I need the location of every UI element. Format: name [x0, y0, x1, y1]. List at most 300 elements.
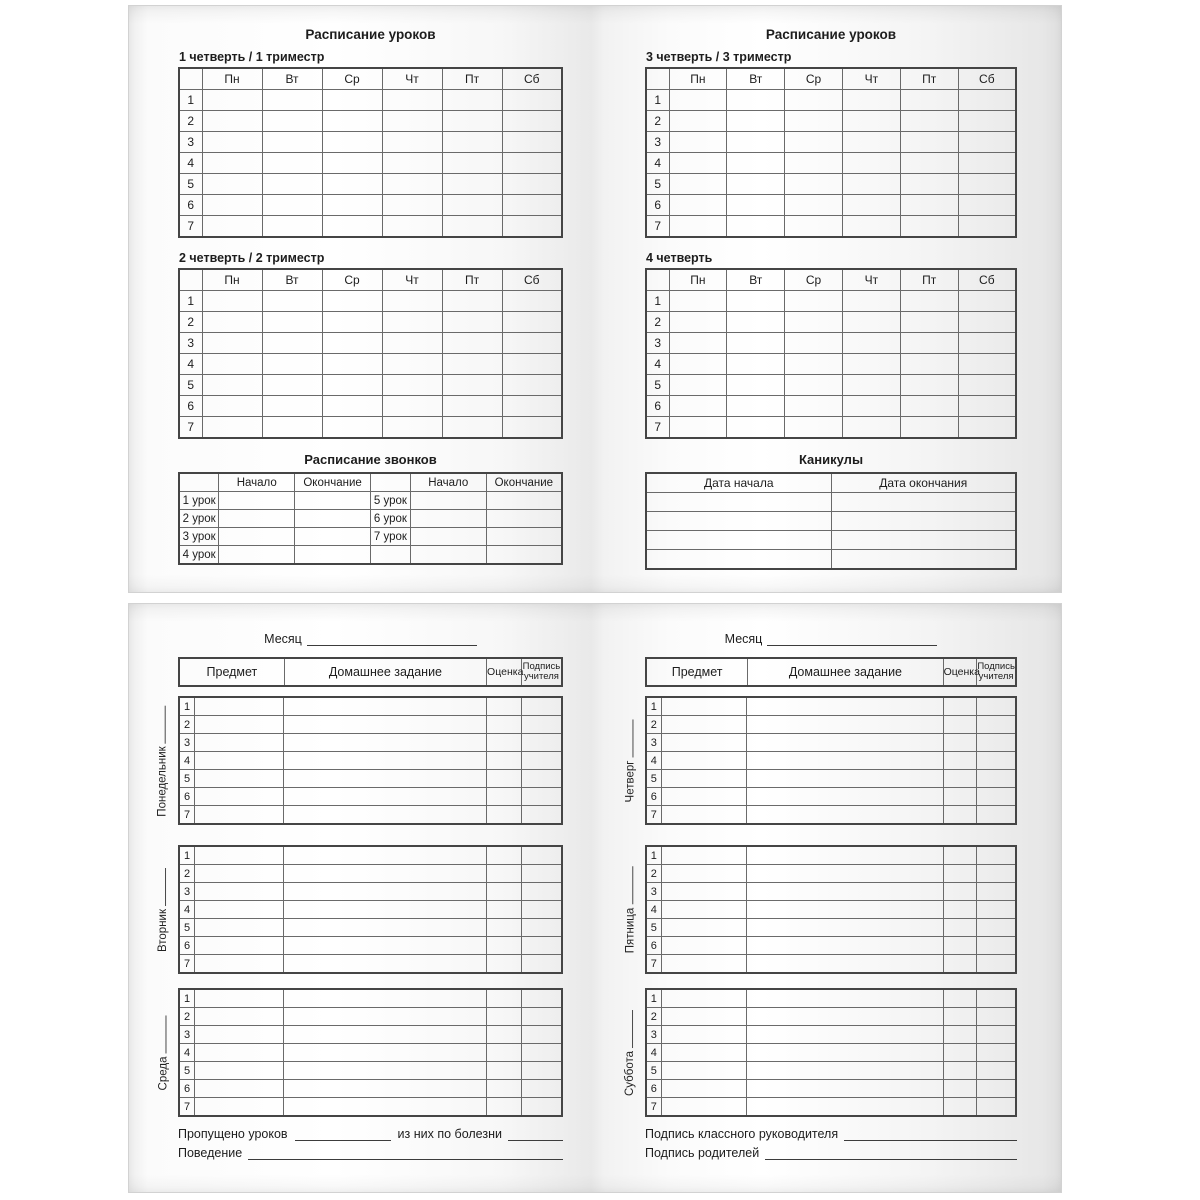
empty-homework-cell: [283, 919, 486, 937]
empty-homework-cell: [747, 1008, 943, 1026]
missed-lessons-blank-line: [295, 1129, 391, 1141]
empty-subject-cell: [195, 697, 283, 716]
empty-subject-cell: [661, 1098, 746, 1117]
empty-signature-cell: [977, 846, 1016, 865]
empty-schedule-cell: [669, 354, 727, 375]
lesson-number-cell: 2: [646, 111, 669, 132]
empty-schedule-cell: [322, 354, 382, 375]
page-homework-mon-wed: [129, 604, 595, 1192]
empty-homework-cell: [747, 937, 943, 955]
empty-schedule-cell: [202, 312, 262, 333]
empty-grade-cell: [943, 1026, 977, 1044]
empty-schedule-cell: [442, 375, 502, 396]
empty-signature-cell: [521, 865, 562, 883]
lesson-number-cell: 7: [646, 417, 669, 439]
lesson-number-cell: 4: [179, 1044, 195, 1062]
empty-schedule-cell: [262, 132, 322, 153]
subject-column-header: Предмет: [179, 658, 284, 686]
empty-grade-cell: [943, 1098, 977, 1117]
empty-vacation-cell: [646, 493, 831, 512]
empty-schedule-cell: [900, 216, 958, 238]
bell-row-label: 4 урок: [179, 546, 219, 565]
empty-schedule-cell: [900, 417, 958, 439]
empty-schedule-cell: [785, 417, 843, 439]
empty-schedule-cell: [669, 195, 727, 216]
empty-schedule-cell: [322, 132, 382, 153]
empty-schedule-cell: [842, 195, 900, 216]
empty-subject-cell: [195, 788, 283, 806]
lesson-number-cell: 6: [646, 788, 661, 806]
bells-title: Расписание звонков: [304, 452, 437, 467]
empty-bell-cell: [219, 528, 295, 546]
empty-subject-cell: [661, 901, 746, 919]
empty-grade-cell: [487, 955, 522, 974]
empty-schedule-cell: [322, 153, 382, 174]
empty-homework-cell: [747, 1098, 943, 1117]
empty-schedule-cell: [958, 312, 1016, 333]
day-column-header: Пт: [442, 269, 502, 291]
empty-homework-cell: [283, 865, 486, 883]
corner-cell: [179, 473, 219, 492]
empty-subject-cell: [661, 806, 746, 825]
empty-schedule-cell: [900, 90, 958, 111]
empty-homework-cell: [747, 770, 943, 788]
empty-schedule-cell: [727, 111, 785, 132]
lesson-number-cell: 7: [179, 417, 202, 439]
homework-header-table: [645, 657, 1017, 687]
day-blank-line: [162, 705, 166, 743]
teacher-signature-column-header: Подпись учителя: [521, 658, 562, 686]
empty-grade-cell: [943, 1044, 977, 1062]
empty-schedule-cell: [382, 174, 442, 195]
lesson-number-cell: 7: [179, 1098, 195, 1117]
empty-schedule-cell: [842, 153, 900, 174]
corner-cell: [370, 473, 410, 492]
empty-grade-cell: [487, 697, 522, 716]
empty-schedule-cell: [842, 312, 900, 333]
empty-subject-cell: [195, 806, 283, 825]
day-column-header: Ср: [785, 269, 843, 291]
empty-homework-cell: [283, 1044, 486, 1062]
lesson-number-cell: 6: [646, 1080, 661, 1098]
empty-grade-cell: [487, 1026, 522, 1044]
empty-schedule-cell: [262, 396, 322, 417]
diary-spread-bottom: [128, 603, 1062, 1193]
empty-homework-cell: [747, 865, 943, 883]
empty-grade-cell: [487, 752, 522, 770]
empty-homework-cell: [283, 752, 486, 770]
empty-grade-cell: [487, 734, 522, 752]
empty-homework-cell: [747, 1080, 943, 1098]
empty-schedule-cell: [727, 132, 785, 153]
subject-column-header: Предмет: [646, 658, 748, 686]
empty-schedule-cell: [900, 396, 958, 417]
vacations-table: [645, 472, 1017, 570]
bell-end-header: Окончание: [486, 473, 562, 492]
day-column-header: Ср: [322, 269, 382, 291]
empty-signature-cell: [977, 752, 1016, 770]
lesson-number-cell: 3: [646, 333, 669, 354]
empty-schedule-cell: [842, 354, 900, 375]
empty-homework-cell: [747, 846, 943, 865]
empty-subject-cell: [195, 1044, 283, 1062]
empty-schedule-cell: [442, 354, 502, 375]
lesson-number-cell: 6: [179, 396, 202, 417]
empty-schedule-cell: [262, 174, 322, 195]
empty-schedule-cell: [727, 174, 785, 195]
empty-grade-cell: [487, 1044, 522, 1062]
day-name-vertical: [157, 1015, 169, 1090]
empty-signature-cell: [977, 901, 1016, 919]
day-blank-line: [629, 719, 633, 757]
lesson-number-cell: 3: [646, 1026, 661, 1044]
empty-signature-cell: [977, 806, 1016, 825]
empty-schedule-cell: [502, 132, 562, 153]
empty-homework-cell: [283, 716, 486, 734]
empty-subject-cell: [195, 955, 283, 974]
empty-schedule-cell: [202, 174, 262, 195]
empty-grade-cell: [943, 752, 977, 770]
empty-schedule-cell: [958, 195, 1016, 216]
day-blank-line: [162, 1015, 166, 1053]
empty-bell-cell: [219, 492, 295, 510]
empty-subject-cell: [195, 865, 283, 883]
day-column-header: Сб: [958, 269, 1016, 291]
empty-schedule-cell: [442, 312, 502, 333]
empty-schedule-cell: [202, 195, 262, 216]
empty-signature-cell: [977, 919, 1016, 937]
empty-schedule-cell: [262, 354, 322, 375]
day-name: Суббота: [624, 1050, 637, 1096]
empty-grade-cell: [943, 1062, 977, 1080]
empty-signature-cell: [521, 1044, 562, 1062]
empty-homework-cell: [283, 846, 486, 865]
bell-row-label: 6 урок: [370, 510, 410, 528]
empty-schedule-cell: [502, 396, 562, 417]
vacations-title: Каникулы: [798, 452, 864, 467]
empty-schedule-cell: [262, 312, 322, 333]
empty-grade-cell: [943, 806, 977, 825]
vacation-end-header: Дата окончания: [831, 473, 1016, 493]
lesson-number-cell: 4: [646, 752, 661, 770]
empty-schedule-cell: [322, 333, 382, 354]
page-schedule-quarters-3-4: [595, 6, 1061, 592]
day-block-wednesday: [157, 988, 563, 1117]
lesson-number-cell: 5: [179, 770, 195, 788]
day-label-thursday: [615, 696, 645, 825]
day-column-header: Чт: [842, 68, 900, 90]
bell-start-header: Начало: [219, 473, 295, 492]
lesson-number-cell: 2: [646, 1008, 661, 1026]
empty-signature-cell: [521, 919, 562, 937]
lesson-number-cell: 1: [179, 291, 202, 312]
month-label: Месяц: [724, 632, 763, 646]
empty-homework-cell: [283, 770, 486, 788]
empty-schedule-cell: [669, 216, 727, 238]
empty-schedule-cell: [669, 291, 727, 312]
corner-cell: [646, 269, 669, 291]
day-homework-table-saturday: [645, 988, 1017, 1117]
empty-signature-cell: [977, 1026, 1016, 1044]
day-block-thursday: [624, 696, 1017, 825]
empty-subject-cell: [661, 1080, 746, 1098]
lesson-number-cell: 1: [646, 90, 669, 111]
missed-lessons-label: Пропущено уроков: [178, 1126, 288, 1141]
day-homework-table-monday: [178, 696, 563, 825]
empty-schedule-cell: [842, 333, 900, 354]
empty-subject-cell: [661, 1026, 746, 1044]
empty-subject-cell: [661, 697, 746, 716]
homework-column-header: Домашнее задание: [748, 658, 943, 686]
lesson-number-cell: 1: [179, 846, 195, 865]
empty-subject-cell: [195, 1008, 283, 1026]
empty-schedule-cell: [322, 174, 382, 195]
month-label: Месяц: [264, 632, 302, 646]
empty-homework-cell: [283, 989, 486, 1008]
empty-schedule-cell: [382, 132, 442, 153]
empty-signature-cell: [521, 788, 562, 806]
empty-grade-cell: [943, 901, 977, 919]
bell-row-label: 3 урок: [179, 528, 219, 546]
day-column-header: Пт: [900, 269, 958, 291]
lesson-number-cell: 6: [179, 1080, 195, 1098]
missed-lessons-row: [178, 1126, 563, 1141]
empty-schedule-cell: [900, 333, 958, 354]
empty-schedule-cell: [202, 216, 262, 238]
empty-homework-cell: [747, 989, 943, 1008]
empty-schedule-cell: [442, 111, 502, 132]
empty-signature-cell: [521, 955, 562, 974]
empty-bell-cell: [486, 510, 562, 528]
empty-schedule-cell: [202, 375, 262, 396]
empty-subject-cell: [661, 716, 746, 734]
by-illness-label: из них по болезни: [397, 1126, 502, 1141]
day-column-header: Вт: [727, 269, 785, 291]
empty-bell-cell: [410, 546, 486, 565]
empty-signature-cell: [521, 697, 562, 716]
day-column-header: Сб: [958, 68, 1016, 90]
empty-schedule-cell: [202, 90, 262, 111]
empty-signature-cell: [977, 770, 1016, 788]
empty-homework-cell: [747, 1026, 943, 1044]
empty-signature-cell: [977, 865, 1016, 883]
empty-signature-cell: [977, 937, 1016, 955]
empty-schedule-cell: [202, 132, 262, 153]
lesson-number-cell: 2: [179, 865, 195, 883]
empty-homework-cell: [283, 697, 486, 716]
empty-subject-cell: [195, 1080, 283, 1098]
empty-schedule-cell: [502, 375, 562, 396]
lesson-number-cell: 5: [179, 919, 195, 937]
class-teacher-signature-label: Подпись классного руководителя: [645, 1126, 839, 1141]
empty-homework-cell: [283, 883, 486, 901]
day-blank-line: [629, 866, 633, 904]
empty-schedule-cell: [958, 174, 1016, 195]
bell-row-label: 2 урок: [179, 510, 219, 528]
lesson-number-cell: 6: [646, 195, 669, 216]
empty-schedule-cell: [958, 216, 1016, 238]
day-label-saturday: [615, 988, 645, 1117]
empty-grade-cell: [487, 846, 522, 865]
empty-schedule-cell: [669, 333, 727, 354]
lesson-number-cell: 5: [646, 770, 661, 788]
empty-grade-cell: [487, 865, 522, 883]
empty-signature-cell: [977, 1098, 1016, 1117]
empty-schedule-cell: [502, 111, 562, 132]
empty-signature-cell: [977, 955, 1016, 974]
empty-grade-cell: [487, 937, 522, 955]
lesson-number-cell: 3: [646, 734, 661, 752]
day-column-header: Пн: [669, 269, 727, 291]
empty-subject-cell: [661, 770, 746, 788]
day-block-friday: [624, 845, 1017, 974]
empty-schedule-cell: [958, 111, 1016, 132]
page-schedule-quarters-1-2: [129, 6, 595, 592]
empty-schedule-cell: [322, 216, 382, 238]
empty-subject-cell: [661, 865, 746, 883]
empty-schedule-cell: [727, 291, 785, 312]
empty-schedule-cell: [262, 111, 322, 132]
page-title: Расписание уроков: [765, 27, 897, 42]
empty-grade-cell: [487, 989, 522, 1008]
empty-subject-cell: [195, 752, 283, 770]
empty-subject-cell: [195, 846, 283, 865]
empty-vacation-cell: [831, 550, 1016, 570]
empty-schedule-cell: [382, 153, 442, 174]
empty-schedule-cell: [785, 354, 843, 375]
empty-schedule-cell: [502, 90, 562, 111]
lesson-number-cell: 3: [646, 883, 661, 901]
empty-schedule-cell: [669, 90, 727, 111]
lesson-number-cell: 2: [646, 865, 661, 883]
empty-schedule-cell: [202, 153, 262, 174]
day-name-vertical: [624, 1009, 636, 1095]
empty-subject-cell: [661, 734, 746, 752]
empty-schedule-cell: [958, 333, 1016, 354]
empty-schedule-cell: [382, 354, 442, 375]
lesson-number-cell: 2: [646, 716, 661, 734]
empty-schedule-cell: [322, 417, 382, 439]
day-homework-table-friday: [645, 845, 1017, 974]
empty-schedule-cell: [442, 195, 502, 216]
lesson-number-cell: 6: [646, 396, 669, 417]
empty-signature-cell: [521, 770, 562, 788]
diary-spread-top: [128, 5, 1062, 593]
day-label-monday: [148, 696, 178, 825]
day-block-tuesday: [157, 845, 563, 974]
empty-schedule-cell: [842, 417, 900, 439]
empty-schedule-cell: [785, 291, 843, 312]
lesson-number-cell: 1: [179, 697, 195, 716]
empty-homework-cell: [747, 1062, 943, 1080]
empty-subject-cell: [661, 1008, 746, 1026]
empty-schedule-cell: [727, 333, 785, 354]
empty-subject-cell: [661, 937, 746, 955]
page-homework-thu-sat: [595, 604, 1061, 1192]
day-block-monday: [157, 696, 563, 825]
empty-subject-cell: [661, 919, 746, 937]
lesson-number-cell: 2: [179, 716, 195, 734]
empty-homework-cell: [283, 1098, 486, 1117]
empty-subject-cell: [661, 752, 746, 770]
empty-grade-cell: [943, 919, 977, 937]
quarter-3-schedule-table: [645, 67, 1017, 238]
day-column-header: Вт: [727, 68, 785, 90]
empty-signature-cell: [521, 1080, 562, 1098]
bell-row-label: [370, 546, 410, 565]
day-column-header: Пт: [442, 68, 502, 90]
empty-homework-cell: [747, 901, 943, 919]
empty-grade-cell: [487, 1062, 522, 1080]
empty-schedule-cell: [727, 354, 785, 375]
day-column-header: Пн: [669, 68, 727, 90]
day-blank-line: [629, 1009, 633, 1047]
empty-grade-cell: [943, 846, 977, 865]
empty-homework-cell: [747, 752, 943, 770]
empty-subject-cell: [661, 883, 746, 901]
behavior-row: [178, 1145, 563, 1160]
day-column-header: Пн: [202, 269, 262, 291]
empty-signature-cell: [977, 1080, 1016, 1098]
empty-homework-cell: [747, 734, 943, 752]
day-column-header: Чт: [382, 68, 442, 90]
empty-schedule-cell: [442, 333, 502, 354]
day-label-wednesday: [148, 988, 178, 1117]
empty-schedule-cell: [262, 291, 322, 312]
empty-grade-cell: [943, 989, 977, 1008]
empty-grade-cell: [487, 901, 522, 919]
empty-schedule-cell: [322, 375, 382, 396]
empty-schedule-cell: [842, 174, 900, 195]
empty-schedule-cell: [727, 312, 785, 333]
empty-schedule-cell: [502, 153, 562, 174]
lesson-number-cell: 5: [646, 174, 669, 195]
empty-signature-cell: [977, 1044, 1016, 1062]
empty-homework-cell: [747, 883, 943, 901]
empty-subject-cell: [195, 989, 283, 1008]
empty-schedule-cell: [382, 216, 442, 238]
quarter-3-label: 3 четверть / 3 триместр: [646, 50, 792, 64]
empty-schedule-cell: [382, 195, 442, 216]
empty-schedule-cell: [958, 354, 1016, 375]
day-column-header: Сб: [502, 68, 562, 90]
empty-signature-cell: [521, 989, 562, 1008]
empty-schedule-cell: [958, 90, 1016, 111]
empty-homework-cell: [747, 806, 943, 825]
empty-signature-cell: [977, 883, 1016, 901]
empty-schedule-cell: [382, 111, 442, 132]
lesson-number-cell: 7: [646, 1098, 661, 1117]
bell-end-header: Окончание: [295, 473, 371, 492]
empty-homework-cell: [283, 1062, 486, 1080]
empty-schedule-cell: [842, 132, 900, 153]
day-name-vertical: [157, 705, 169, 816]
day-block-saturday: [624, 988, 1017, 1117]
empty-schedule-cell: [262, 417, 322, 439]
empty-vacation-cell: [646, 550, 831, 570]
empty-subject-cell: [661, 788, 746, 806]
lesson-number-cell: 7: [179, 216, 202, 238]
day-name: Пятница: [624, 907, 636, 953]
empty-signature-cell: [977, 734, 1016, 752]
lesson-number-cell: 4: [646, 1044, 661, 1062]
month-row: [178, 630, 563, 646]
empty-schedule-cell: [502, 195, 562, 216]
empty-schedule-cell: [900, 375, 958, 396]
empty-schedule-cell: [842, 216, 900, 238]
empty-schedule-cell: [442, 417, 502, 439]
day-column-header: Ср: [322, 68, 382, 90]
